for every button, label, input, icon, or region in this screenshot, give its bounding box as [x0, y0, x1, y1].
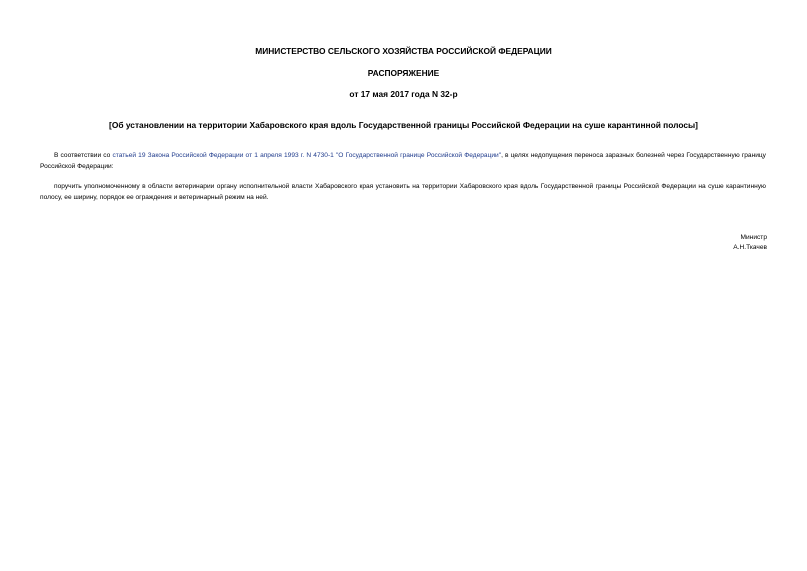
paragraph-order: поручить уполномоченному в области ветеринарии органу исполнительной власти Хабаровского края установить на территории Хабаровского края вдоль Государственной границы Российской Федерации на суше карантинную полосу, ее ширину, порядок ее ограждения и ветеринарный режим на ней. [40, 183, 766, 201]
preamble-suffix: , в целях недопущения переноса заразных болезней через Государственную границу Российской Федерации: [40, 152, 766, 170]
document-date: от 17 мая 2017 года N 32-р [349, 89, 458, 99]
document-type: РАСПОРЯЖЕНИЕ [367, 68, 440, 78]
law-reference-link[interactable]: статьей 19 Закона Российской Федерации от 1 апреля 1993 г. N 4730-1 "О Государственной границе Российской Федерации" [112, 152, 502, 159]
document-title: [Об установлении на территории Хабаровского края вдоль Государственной границы Российской Федерации на суше карантинной полосы] [109, 120, 698, 130]
paragraph-preamble [40, 150, 766, 172]
signatory-role: Министр [740, 234, 767, 241]
ministry-name: МИНИСТЕРСТВО СЕЛЬСКОГО ХОЗЯЙСТВА РОССИЙСКОЙ ФЕДЕРАЦИИ [255, 46, 552, 56]
preamble-prefix: В соответствии со [54, 152, 113, 159]
signatory-name: А.Н.Ткачев [733, 244, 767, 251]
